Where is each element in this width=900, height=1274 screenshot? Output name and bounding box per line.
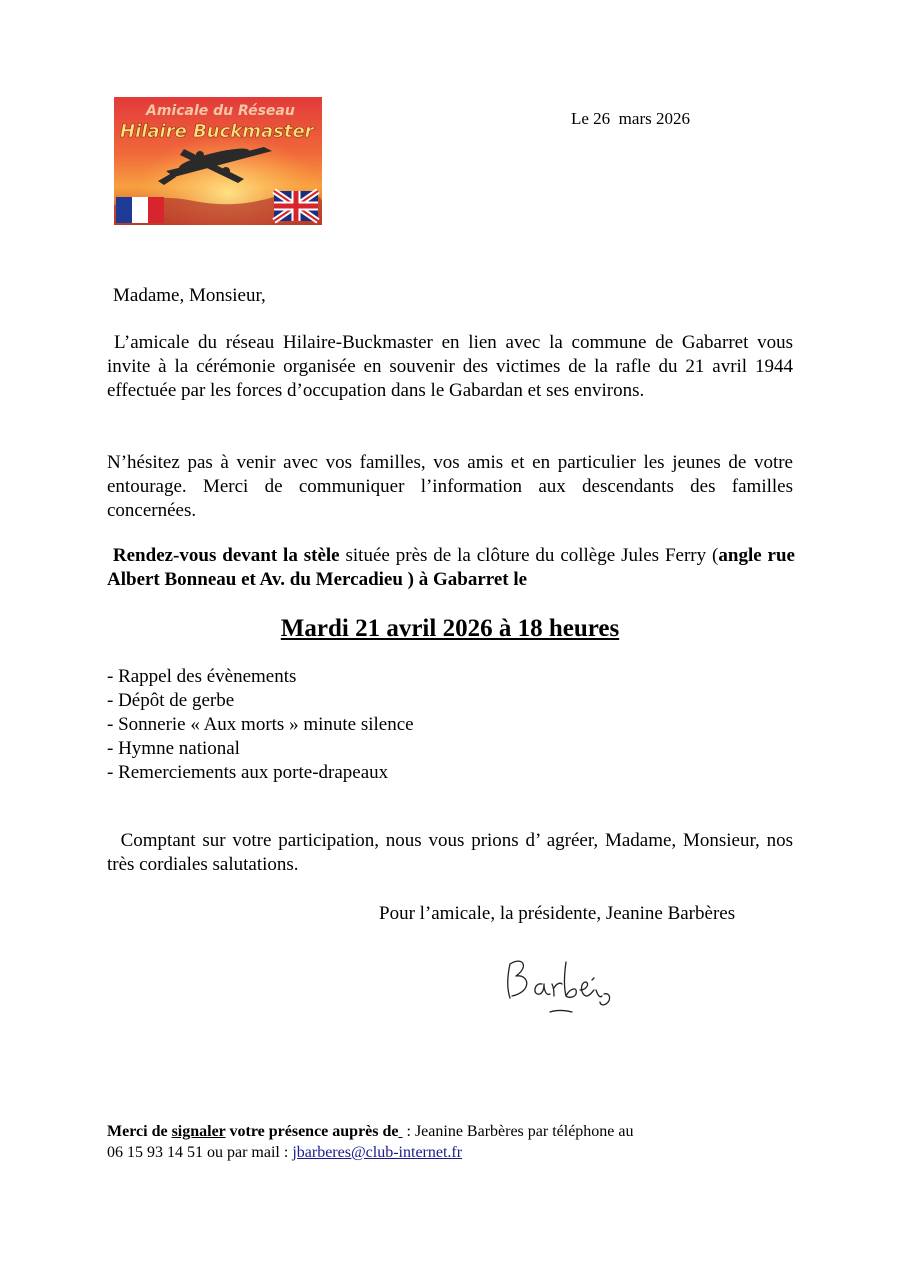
uk-flag-icon [274,191,318,221]
logo-title-line2: Hilaire Buckmaster [120,121,314,142]
paragraph-encouragement: N’hésitez pas à venir avec vos familles, vos amis et en particulier les jeunes de votre entourage. Merci de communiquer l’information aux descendants des familles concernées. [107,452,793,521]
list-item: - Hymne national [107,738,240,759]
rsvp-phone-mail: 06 15 93 14 51 ou par mail : [107,1144,293,1161]
letter-date: Le 26 mars 2026 [571,109,690,128]
paragraph-meeting-place [107,544,795,592]
rsvp-line-2 [107,1142,807,1163]
closing-text: Comptant sur votre participation, nous vous prions d’ agréer, Madame, Monsieur, nos très cordiales salutations. [107,830,793,875]
meeting-bold-start: Rendez-vous devant la stèle [112,545,340,566]
rsvp-signaler: signaler [171,1123,226,1140]
amicale-logo [114,97,322,225]
rsvp-bold-2: votre présence auprès de [225,1123,399,1140]
greeting: Madame, Monsieur, [113,285,266,306]
list-item: - Rappel des évènements [107,666,297,687]
rsvp-footer [107,1121,807,1163]
rsvp-phone-intro: : Jeanine Barbères par téléphone au [402,1123,634,1140]
sign-off: Pour l’amicale, la présidente, Jeanine Barbères [379,903,736,924]
paragraph-invitation: L’amicale du réseau Hilaire-Buckmaster en lien avec la commune de Gabarret vous invite à la cérémonie organisée en souvenir des victimes de la rafle du 21 avril 1944 effectuée par les forces d’occupation dans le Gabardan et ses environs. [107,332,793,401]
list-item: - Remerciements aux porte-drapeaux [107,762,389,783]
rsvp-bold-1: Merci de [107,1123,172,1140]
list-item: - Dépôt de gerbe [107,690,235,711]
email-link[interactable]: jbarberes@club-internet.fr [292,1144,463,1161]
programme-list [107,665,414,785]
handwritten-signature [500,952,620,1024]
meeting-bold-end: angle rue Albert Bonneau et Av. du Mercadieu ) à Gabarret le [107,545,795,590]
logo-title-line1: Amicale du Réseau [146,103,295,119]
event-date-headline: Mardi 21 avril 2026 à 18 heures [280,615,620,642]
paragraph-closing [107,829,793,877]
meeting-location-text: située près de la clôture du collège Jules Ferry ( [339,545,719,566]
rsvp-line-1 [107,1121,807,1142]
french-flag-icon [116,197,164,223]
list-item: - Sonnerie « Aux morts » minute silence [107,714,414,735]
